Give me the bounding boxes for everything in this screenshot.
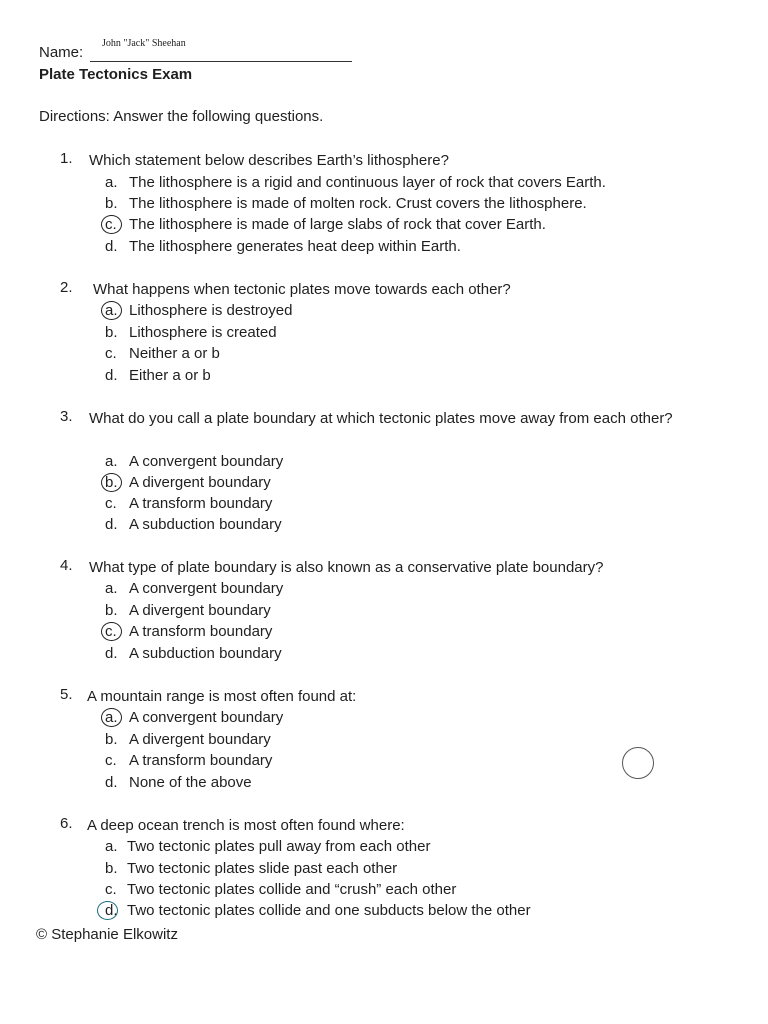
option-text: Two tectonic plates collide and “crush” each other xyxy=(127,881,457,898)
option-text: Either a or b xyxy=(129,367,211,384)
option-letter: b. xyxy=(105,474,118,491)
option-letter: c. xyxy=(105,623,117,640)
option-letter: a. xyxy=(105,838,118,855)
option-text: Lithosphere is destroyed xyxy=(129,302,293,319)
name-underline xyxy=(90,61,352,62)
option-text: A transform boundary xyxy=(129,495,273,512)
question-number: 3. xyxy=(60,408,73,425)
option-letter: a. xyxy=(105,453,118,470)
option-letter: d. xyxy=(105,516,118,533)
option-text: A subduction boundary xyxy=(129,516,282,533)
option-text: A convergent boundary xyxy=(129,709,284,726)
option-letter: a. xyxy=(105,174,118,191)
option-letter: d. xyxy=(105,367,118,384)
option-text: Lithosphere is created xyxy=(129,324,277,341)
option-text: The lithosphere is made of large slabs of rock that cover Earth. xyxy=(129,216,546,233)
option-letter: a. xyxy=(105,580,118,597)
question-number: 5. xyxy=(60,686,73,703)
exam-title: Plate Tectonics Exam xyxy=(39,66,193,83)
option-letter: c. xyxy=(105,752,117,769)
option-letter: d. xyxy=(105,774,118,791)
option-letter: a. xyxy=(105,709,118,726)
option-text: Two tectonic plates pull away from each other xyxy=(127,838,431,855)
option-letter: c. xyxy=(105,345,117,362)
option-text: Two tectonic plates collide and one subducts below the other xyxy=(127,902,531,919)
student-name: John "Jack" Sheehan xyxy=(102,38,186,49)
option-letter: a. xyxy=(105,302,118,319)
option-letter: c. xyxy=(105,881,117,898)
question-number: 6. xyxy=(60,815,73,832)
directions: Directions: Answer the following questions. xyxy=(39,108,324,125)
option-text: A divergent boundary xyxy=(129,731,271,748)
stray-mark-circle xyxy=(622,747,654,779)
question-number: 1. xyxy=(60,150,73,167)
option-text: The lithosphere generates heat deep within Earth. xyxy=(129,238,461,255)
option-text: None of the above xyxy=(129,774,252,791)
question-number: 2. xyxy=(60,279,73,296)
question-number: 4. xyxy=(60,557,73,574)
option-letter: d. xyxy=(105,645,118,662)
option-text: A convergent boundary xyxy=(129,580,284,597)
option-text: Neither a or b xyxy=(129,345,220,362)
option-text: A divergent boundary xyxy=(129,474,271,491)
option-text: The lithosphere is a rigid and continuous layer of rock that covers Earth. xyxy=(129,174,606,191)
option-text: A convergent boundary xyxy=(129,453,284,470)
option-letter: c. xyxy=(105,216,117,233)
option-letter: d. xyxy=(105,238,118,255)
question-text: What happens when tectonic plates move towards each other? xyxy=(93,281,511,298)
option-text: A transform boundary xyxy=(129,752,273,769)
option-letter: d. xyxy=(105,902,118,919)
option-text: A subduction boundary xyxy=(129,645,282,662)
option-letter: b. xyxy=(105,860,118,877)
question-text: A deep ocean trench is most often found where: xyxy=(87,817,405,834)
option-letter: c. xyxy=(105,495,117,512)
question-text: Which statement below describes Earth’s lithosphere? xyxy=(89,152,449,169)
option-text: The lithosphere is made of molten rock. Crust covers the lithosphere. xyxy=(129,195,587,212)
option-text: A transform boundary xyxy=(129,623,273,640)
question-text: What do you call a plate boundary at which tectonic plates move away from each other? xyxy=(89,410,673,427)
name-label: Name: xyxy=(39,44,84,61)
option-letter: b. xyxy=(105,324,118,341)
option-letter: b. xyxy=(105,195,118,212)
question-text: A mountain range is most often found at: xyxy=(87,688,357,705)
copyright-footer: © Stephanie Elkowitz xyxy=(36,926,178,943)
question-text: What type of plate boundary is also known as a conservative plate boundary? xyxy=(89,559,604,576)
option-text: Two tectonic plates slide past each other xyxy=(127,860,398,877)
option-letter: b. xyxy=(105,731,118,748)
option-text: A divergent boundary xyxy=(129,602,271,619)
option-letter: b. xyxy=(105,602,118,619)
